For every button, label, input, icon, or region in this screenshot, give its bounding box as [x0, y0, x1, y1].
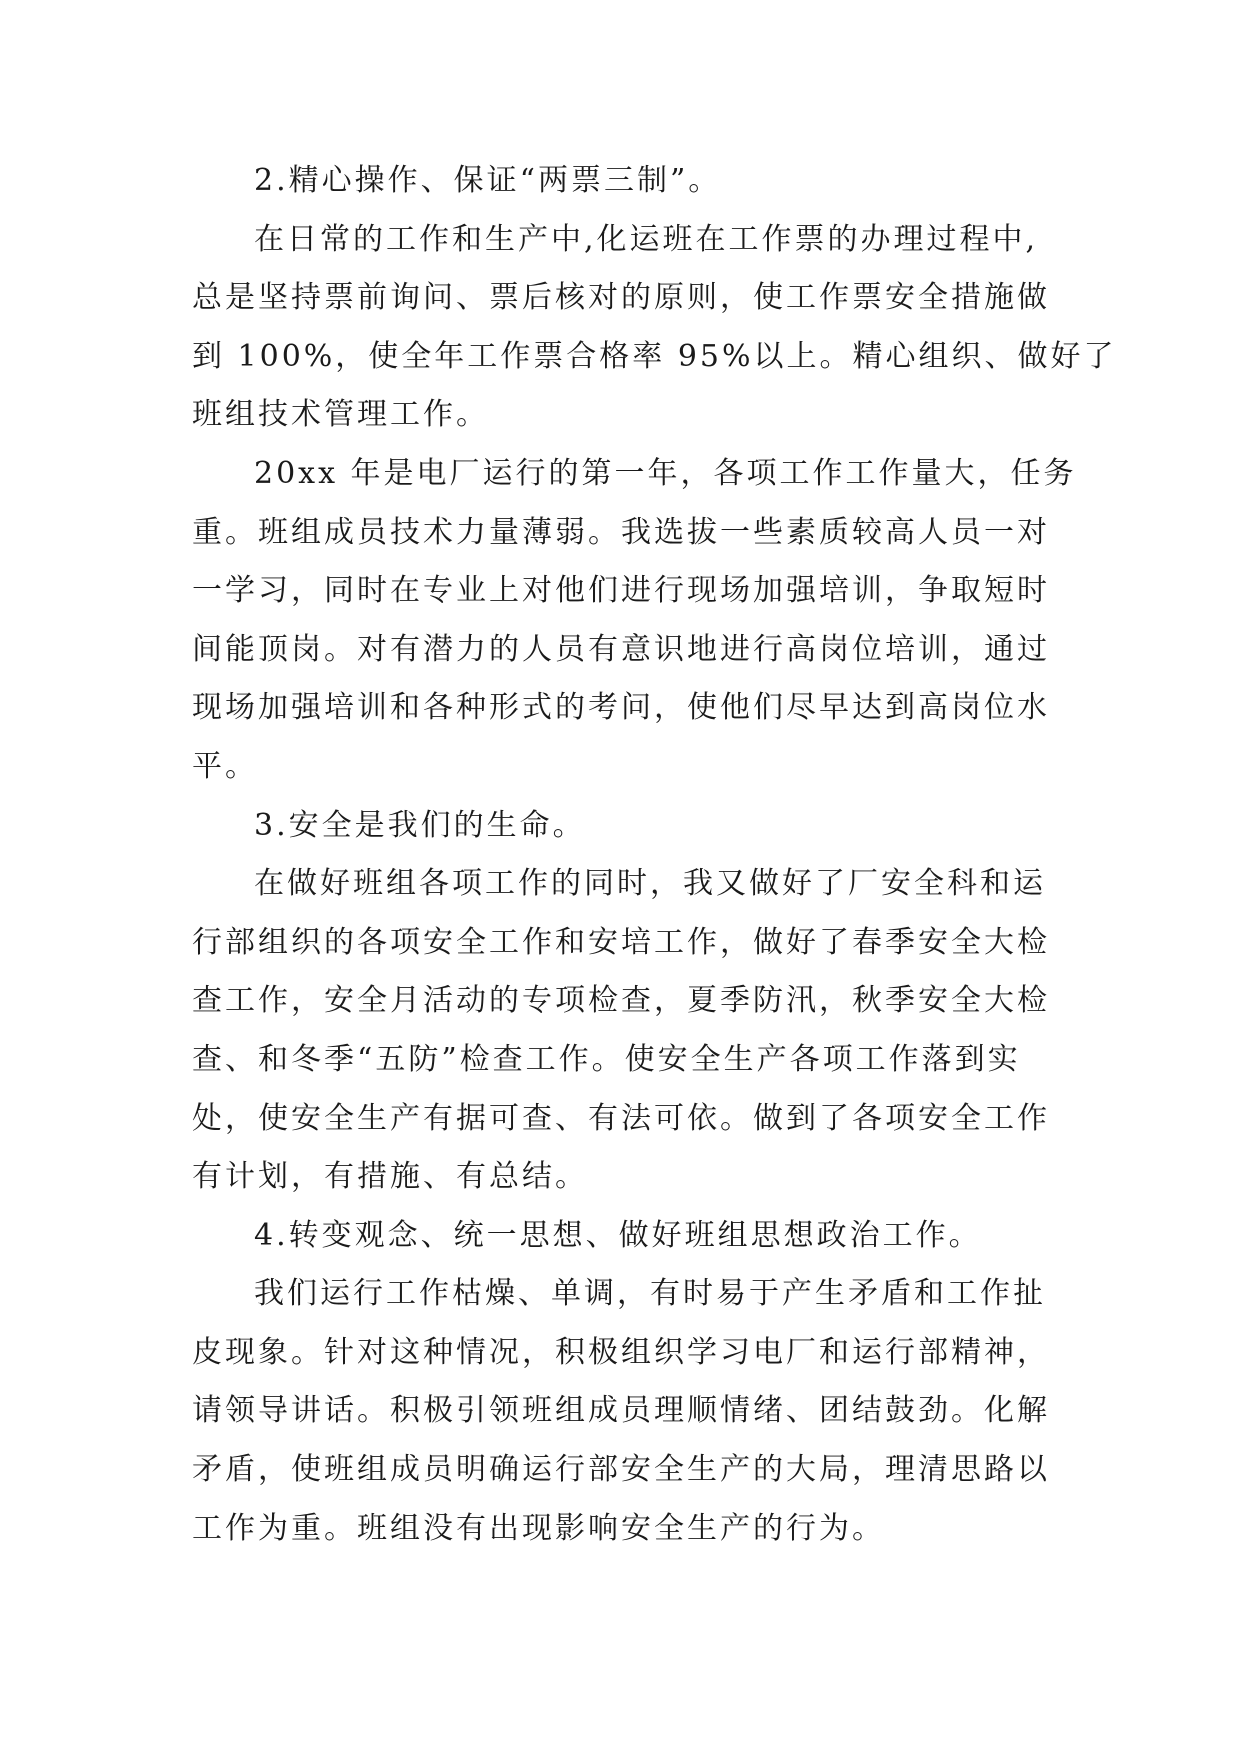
document-body	[192, 152, 1117, 1558]
text-line: 重。班组成员技术力量薄弱。我选拔一些素质较高人员一对	[192, 514, 1050, 550]
text-line: 4.转变观念、统一思想、做好班组思想政治工作。	[254, 1217, 982, 1253]
text-line: 矛盾，使班组成员明确运行部安全生产的大局，理清思路以	[192, 1452, 1050, 1488]
text-line: 现场加强培训和各种形式的考问，使他们尽早达到高岗位水	[192, 690, 1050, 726]
text-line: 20xx 年是电厂运行的第一年，各项工作工作量大，任务	[254, 455, 1077, 491]
text-line: 2.精心操作、保证“两票三制”。	[254, 163, 722, 198]
text-line: 工作为重。班组没有出现影响安全生产的行为。	[192, 1510, 885, 1546]
text-line: 查、和冬季“五防”检查工作。使安全生产各项工作落到实	[192, 1041, 1021, 1077]
text-line: 3.安全是我们的生命。	[254, 807, 586, 843]
text-line: 查工作，安全月活动的专项检查，夏季防汛，秋季安全大检	[192, 983, 1050, 1019]
text-line: 在做好班组各项工作的同时，我又做好了厂安全科和运	[254, 866, 1046, 902]
text-line: 在日常的工作和生产中,化运班在工作票的办理过程中,	[254, 221, 1039, 257]
text-line: 平。	[192, 748, 258, 784]
text-line: 间能顶岗。对有潜力的人员有意识地进行高岗位培训，通过	[192, 631, 1050, 667]
text-line: 请领导讲话。积极引领班组成员理顺情绪、团结鼓劲。化解	[192, 1393, 1050, 1429]
text-line: 总是坚持票前询问、票后核对的原则，使工作票安全措施做	[192, 280, 1050, 316]
text-line: 到 100%，使全年工作票合格率 95%以上。精心组织、做好了	[192, 338, 1117, 374]
text-line: 我们运行工作枯燥、单调，有时易于产生矛盾和工作扯	[254, 1276, 1046, 1312]
text-line: 班组技术管理工作。	[192, 397, 489, 433]
text-line: 有计划，有措施、有总结。	[192, 1159, 588, 1195]
text-line: 行部组织的各项安全工作和安培工作，做好了春季安全大检	[192, 924, 1050, 960]
text-line: 处，使安全生产有据可查、有法可依。做到了各项安全工作	[192, 1100, 1050, 1136]
text-line: 一学习，同时在专业上对他们进行现场加强培训，争取短时	[192, 573, 1050, 609]
text-line: 皮现象。针对这种情况，积极组织学习电厂和运行部精神，	[192, 1334, 1050, 1370]
